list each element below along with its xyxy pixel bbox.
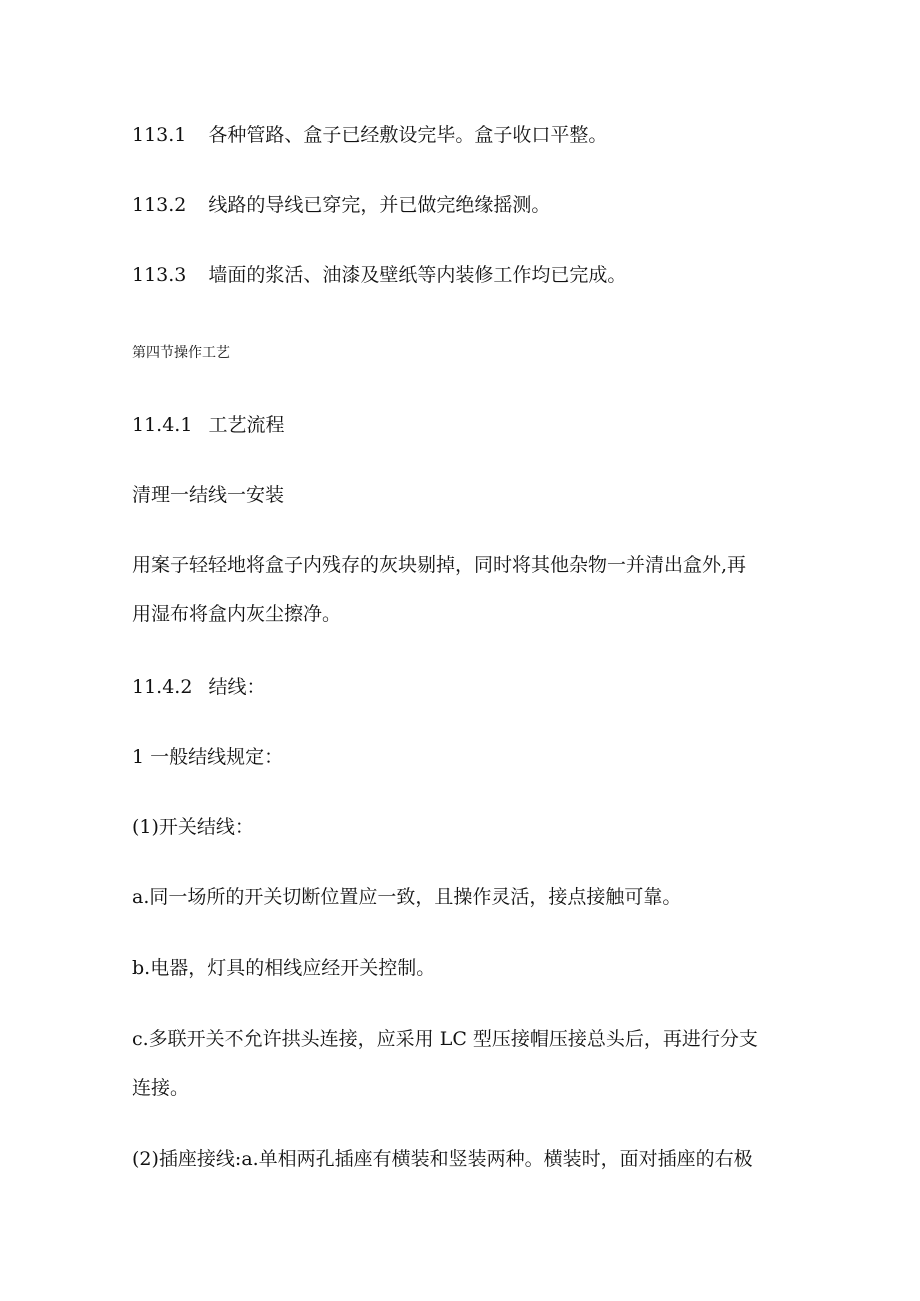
clause-113-1	[132, 121, 802, 149]
paragraph-line: b.电器，灯具的相线应经开关控制。	[132, 957, 436, 979]
paragraph-line: (2)插座接线:a.单相两孔插座有横装和竖装两种。横装时，面对插座的右极	[132, 1148, 753, 1170]
clause-text: 各种管路、盒子已经敷设完毕。盒子收口平整。	[208, 124, 608, 146]
clause-text: 工艺流程	[208, 414, 285, 436]
clause-number: 113.3	[132, 264, 187, 286]
clause-113-2	[132, 191, 802, 219]
clause-11-4-2	[132, 673, 802, 701]
paragraph-line: c.多联开关不允许拱头连接，应采用 LC 型压接帽压接总头后，再进行分支	[132, 1028, 758, 1050]
process-flow: 清理一结线一安装	[132, 484, 285, 506]
clause-number: 11.4.1	[132, 414, 193, 436]
section-heading: 第四节操作工艺	[132, 345, 230, 361]
clause-113-3	[132, 261, 802, 289]
paragraph-line: 1 一般结线规定：	[132, 746, 284, 768]
clause-text: 墙面的浆活、油漆及壁纸等内装修工作均已完成。	[208, 264, 627, 286]
paragraph-line: (1)开关结线：	[132, 816, 254, 838]
clause-number: 11.4.2	[132, 676, 193, 698]
clause-number: 113.2	[132, 194, 187, 216]
clause-11-4-1	[132, 411, 802, 439]
paragraph-line: a.同一场所的开关切断位置应一致，且操作灵活，接点接触可靠。	[132, 886, 682, 908]
clause-text: 线路的导线已穿完，并已做完绝缘摇测。	[208, 194, 551, 216]
paragraph-line: 连接。	[132, 1077, 190, 1099]
paragraph-line: 用案子轻轻地将盒子内残存的灰块剔掉，同时将其他杂物一并清出盒外,再	[132, 554, 747, 576]
clause-number: 113.1	[132, 124, 187, 146]
paragraph-line: 用湿布将盒内灰尘擦净。	[132, 603, 342, 625]
clause-text: 结线：	[208, 676, 266, 698]
